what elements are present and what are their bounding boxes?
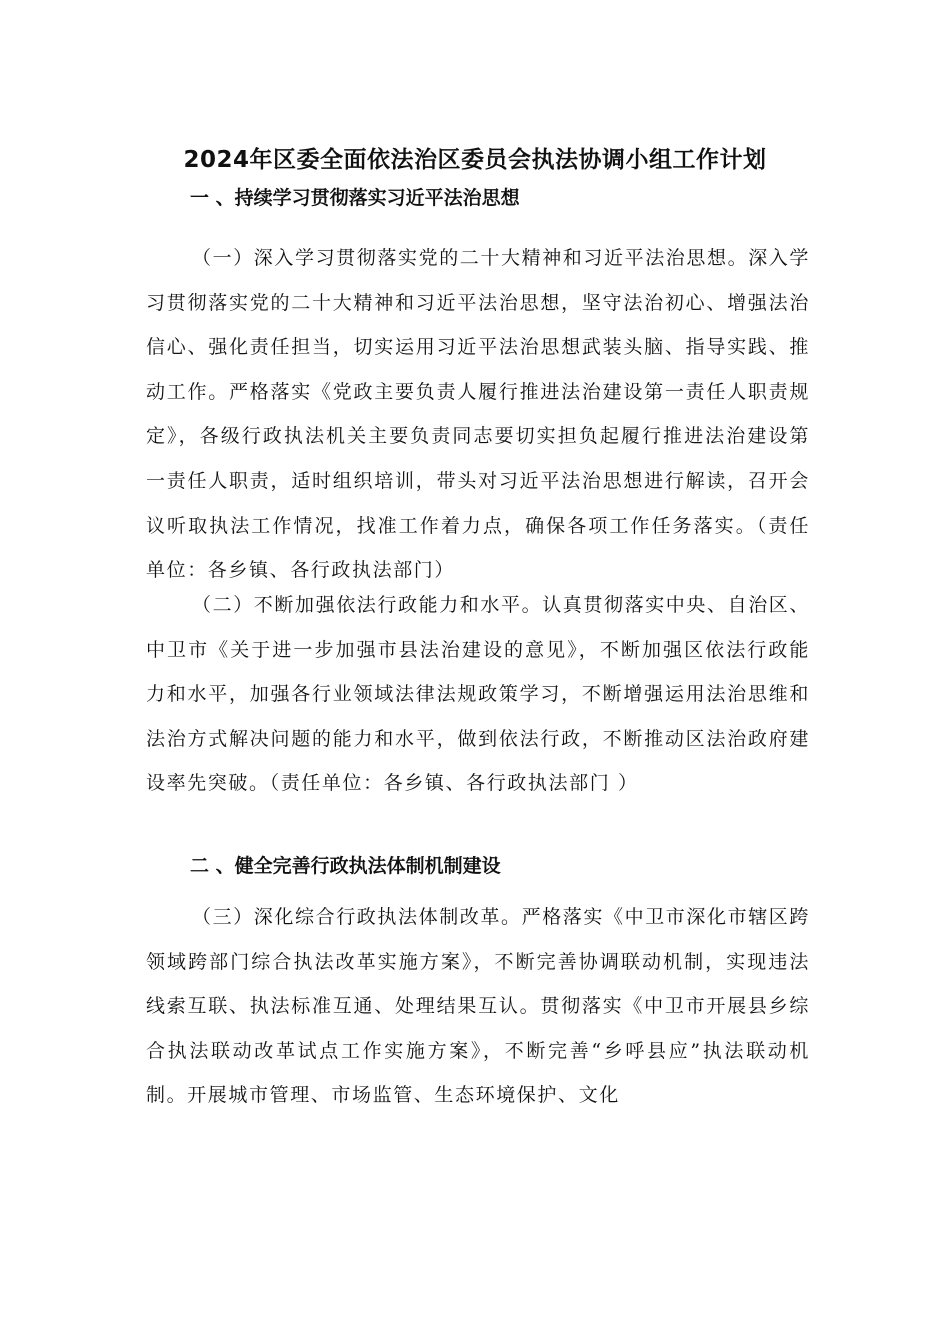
- document-title: 2024年区委全面依法治区委员会执法协调小组工作计划: [183, 147, 767, 173]
- section-heading-1: 一 、持续学习贯彻落实习近平法治思想: [190, 187, 520, 209]
- section-heading-2: 二 、健全完善行政执法体制机制建设: [190, 855, 501, 877]
- paragraph-2: （二）不断加强依法行政能力和水平。认真贯彻落实中央、自治区、中卫市《关于进一步加强市县法治建设的意见》，不断加强区依法行政能力和水平，加强各行业领域法律法规政策学习，不断增强运用法治思维和法治方式解决问题的能力和水平，做到依法行政，不断推动区法治政府建设率先突破。（责任单位：各乡镇、各行政执法部门 ）: [146, 594, 811, 795]
- paragraph-3: （三）深化综合行政执法体制改革。严格落实《中卫市深化市辖区跨领域跨部门综合执法改革实施方案》，不断完善协调联动机制，实现违法线索互联、执法标准互通、处理结果互认。贯彻落实《中卫市开展县乡综合执法联动改革试点工作实施方案》，不断完善“乡呼县应”执法联动机制。开展城市管理、市场监管、生态环境保护、文化: [146, 906, 811, 1107]
- paragraph-1: （一）深入学习贯彻落实党的二十大精神和习近平法治思想。深入学习贯彻落实党的二十大精神和习近平法治思想，坚守法治初心、增强法治信心、强化责任担当，切实运用习近平法治思想武装头脑、指导实践、推动工作。严格落实《党政主要负责人履行推进法治建设第一责任人职责规定》，各级行政执法机关主要负责同志要切实担负起履行推进法治建设第一责任人职责，适时组织培训，带头对习近平法治思想进行解读，召开会议听取执法工作情况，找准工作着力点，确保各项工作任务落实。（责任单位：各乡镇、各行政执法部门）: [146, 247, 811, 582]
